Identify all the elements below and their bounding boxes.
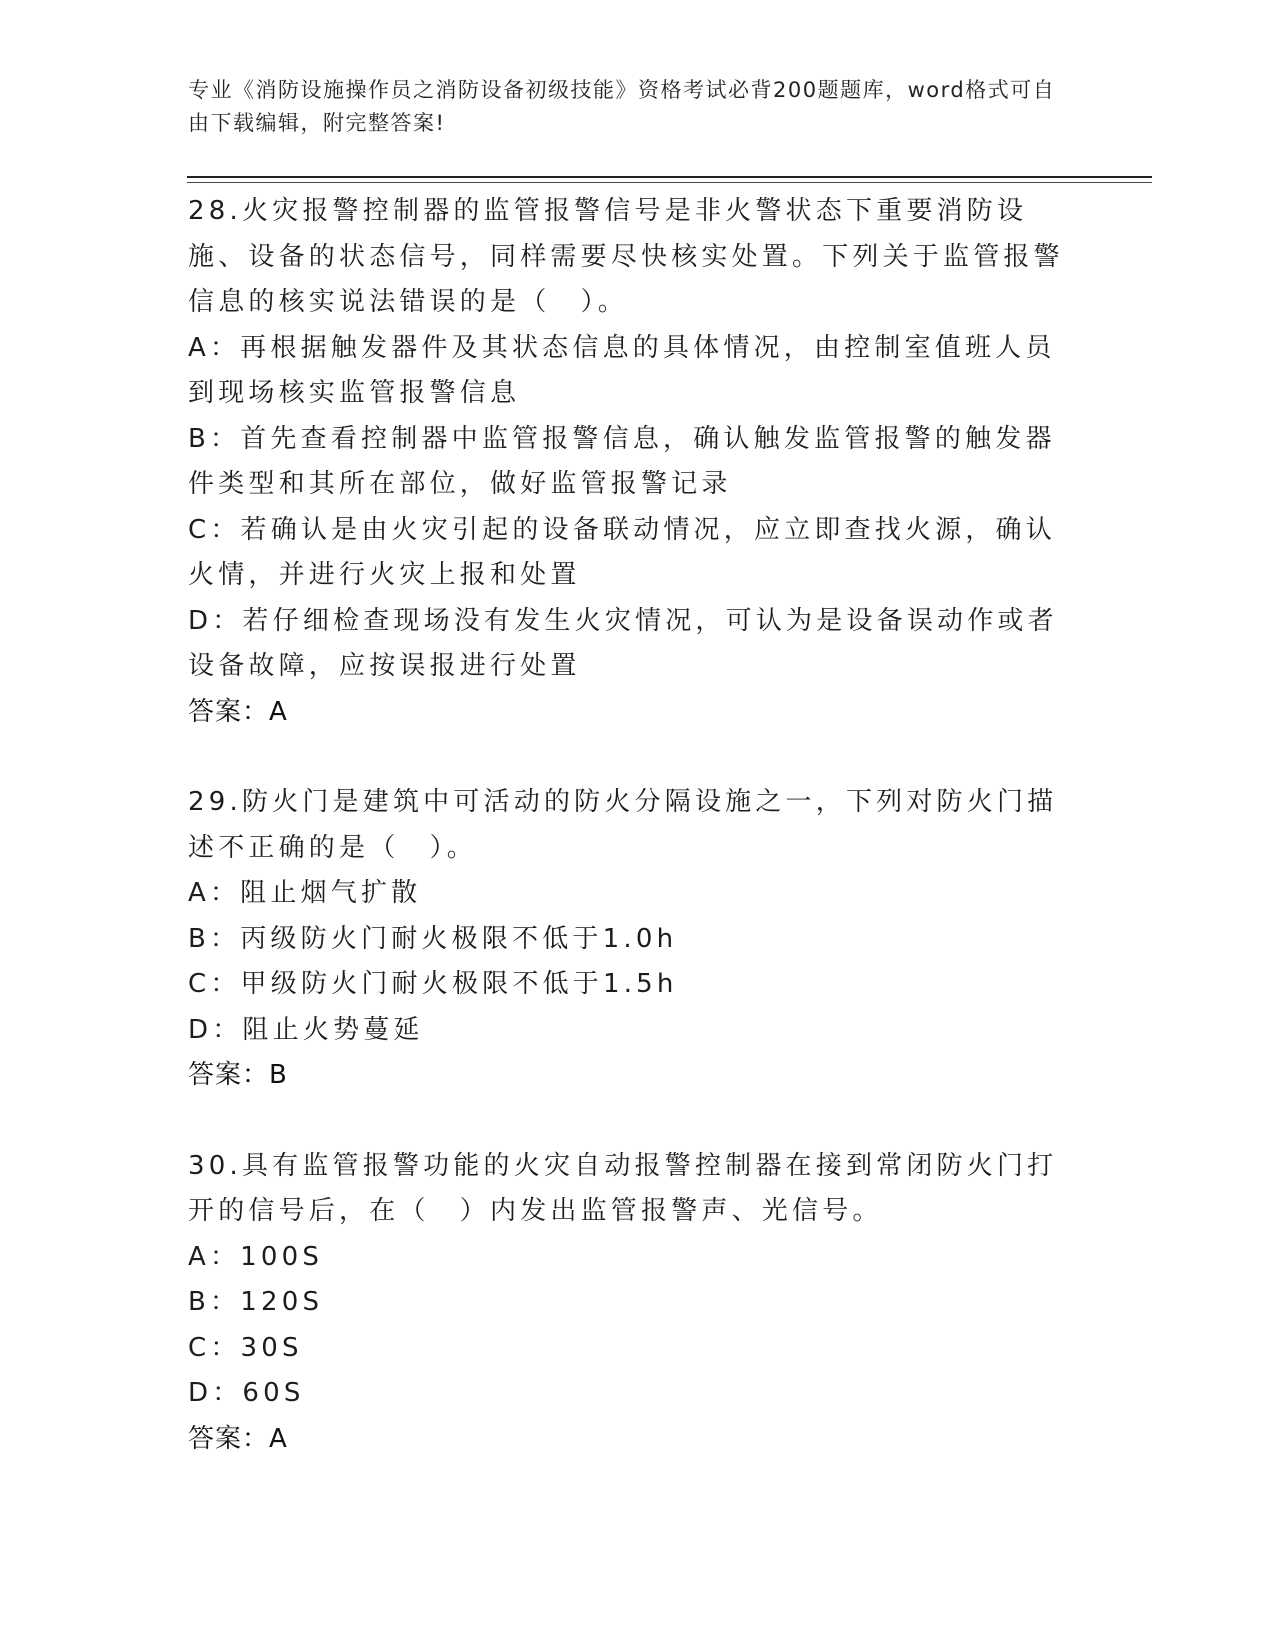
question-stem: 29.防火门是建筑中可活动的防火分隔设施之一，下列对防火门描述不正确的是（ ）。 [188, 787, 1058, 863]
question-spacer [188, 1099, 1078, 1144]
option-d: D：若仔细检查现场没有发生火灾情况，可认为是设备误动作或者设备故障，应按误报进行处置 [188, 605, 1058, 681]
header-divider-thin [187, 182, 1152, 183]
document-header: 专业《消防设施操作员之消防设备初级技能》资格考试必背200题题库，word格式可自由下载编辑，附完整答案! [188, 78, 1056, 135]
question-stem: 30.具有监管报警功能的火灾自动报警控制器在接到常闭防火门打开的信号后，在（ ）内发出监管报警声、光信号。 [188, 1150, 1058, 1226]
question-28 [188, 189, 1078, 735]
option-b: B：丙级防火门耐火极限不低于1.0h [188, 923, 678, 954]
header-divider-thick [187, 176, 1152, 178]
answer-line: 答案：A [188, 1423, 288, 1454]
question-spacer [188, 735, 1078, 780]
option-c: C：若确认是由火灾引起的设备联动情况，应立即查找火源，确认火情，并进行火灾上报和处置 [188, 514, 1056, 590]
option-c: C：30S [188, 1332, 303, 1363]
option-c: C：甲级防火门耐火极限不低于1.5h [188, 969, 678, 999]
answer-line: 答案：B [188, 1060, 288, 1090]
option-d: D：60S [188, 1378, 305, 1408]
question-list [188, 189, 1078, 1462]
option-a: A：100S [188, 1241, 324, 1272]
option-b: B：首先查看控制器中监管报警信息，确认触发监管报警的触发器件类型和其所在部位，做好监管报警记录 [188, 423, 1056, 499]
answer-line: 答案：A [188, 696, 288, 727]
question-stem: 28.火灾报警控制器的监管报警信号是非火警状态下重要消防设施、设备的状态信号，同样需要尽快核实处置。下列关于监管报警信息的核实说法错误的是（ ）。 [188, 196, 1064, 317]
option-a: A：再根据触发器件及其状态信息的具体情况，由控制室值班人员到现场核实监管报警信息 [188, 332, 1056, 408]
question-30 [188, 1144, 1078, 1463]
option-b: B：120S [188, 1287, 324, 1317]
option-d: D：阻止火势蔓延 [188, 1014, 424, 1045]
question-29 [188, 780, 1078, 1099]
option-a: A：阻止烟气扩散 [188, 878, 422, 908]
